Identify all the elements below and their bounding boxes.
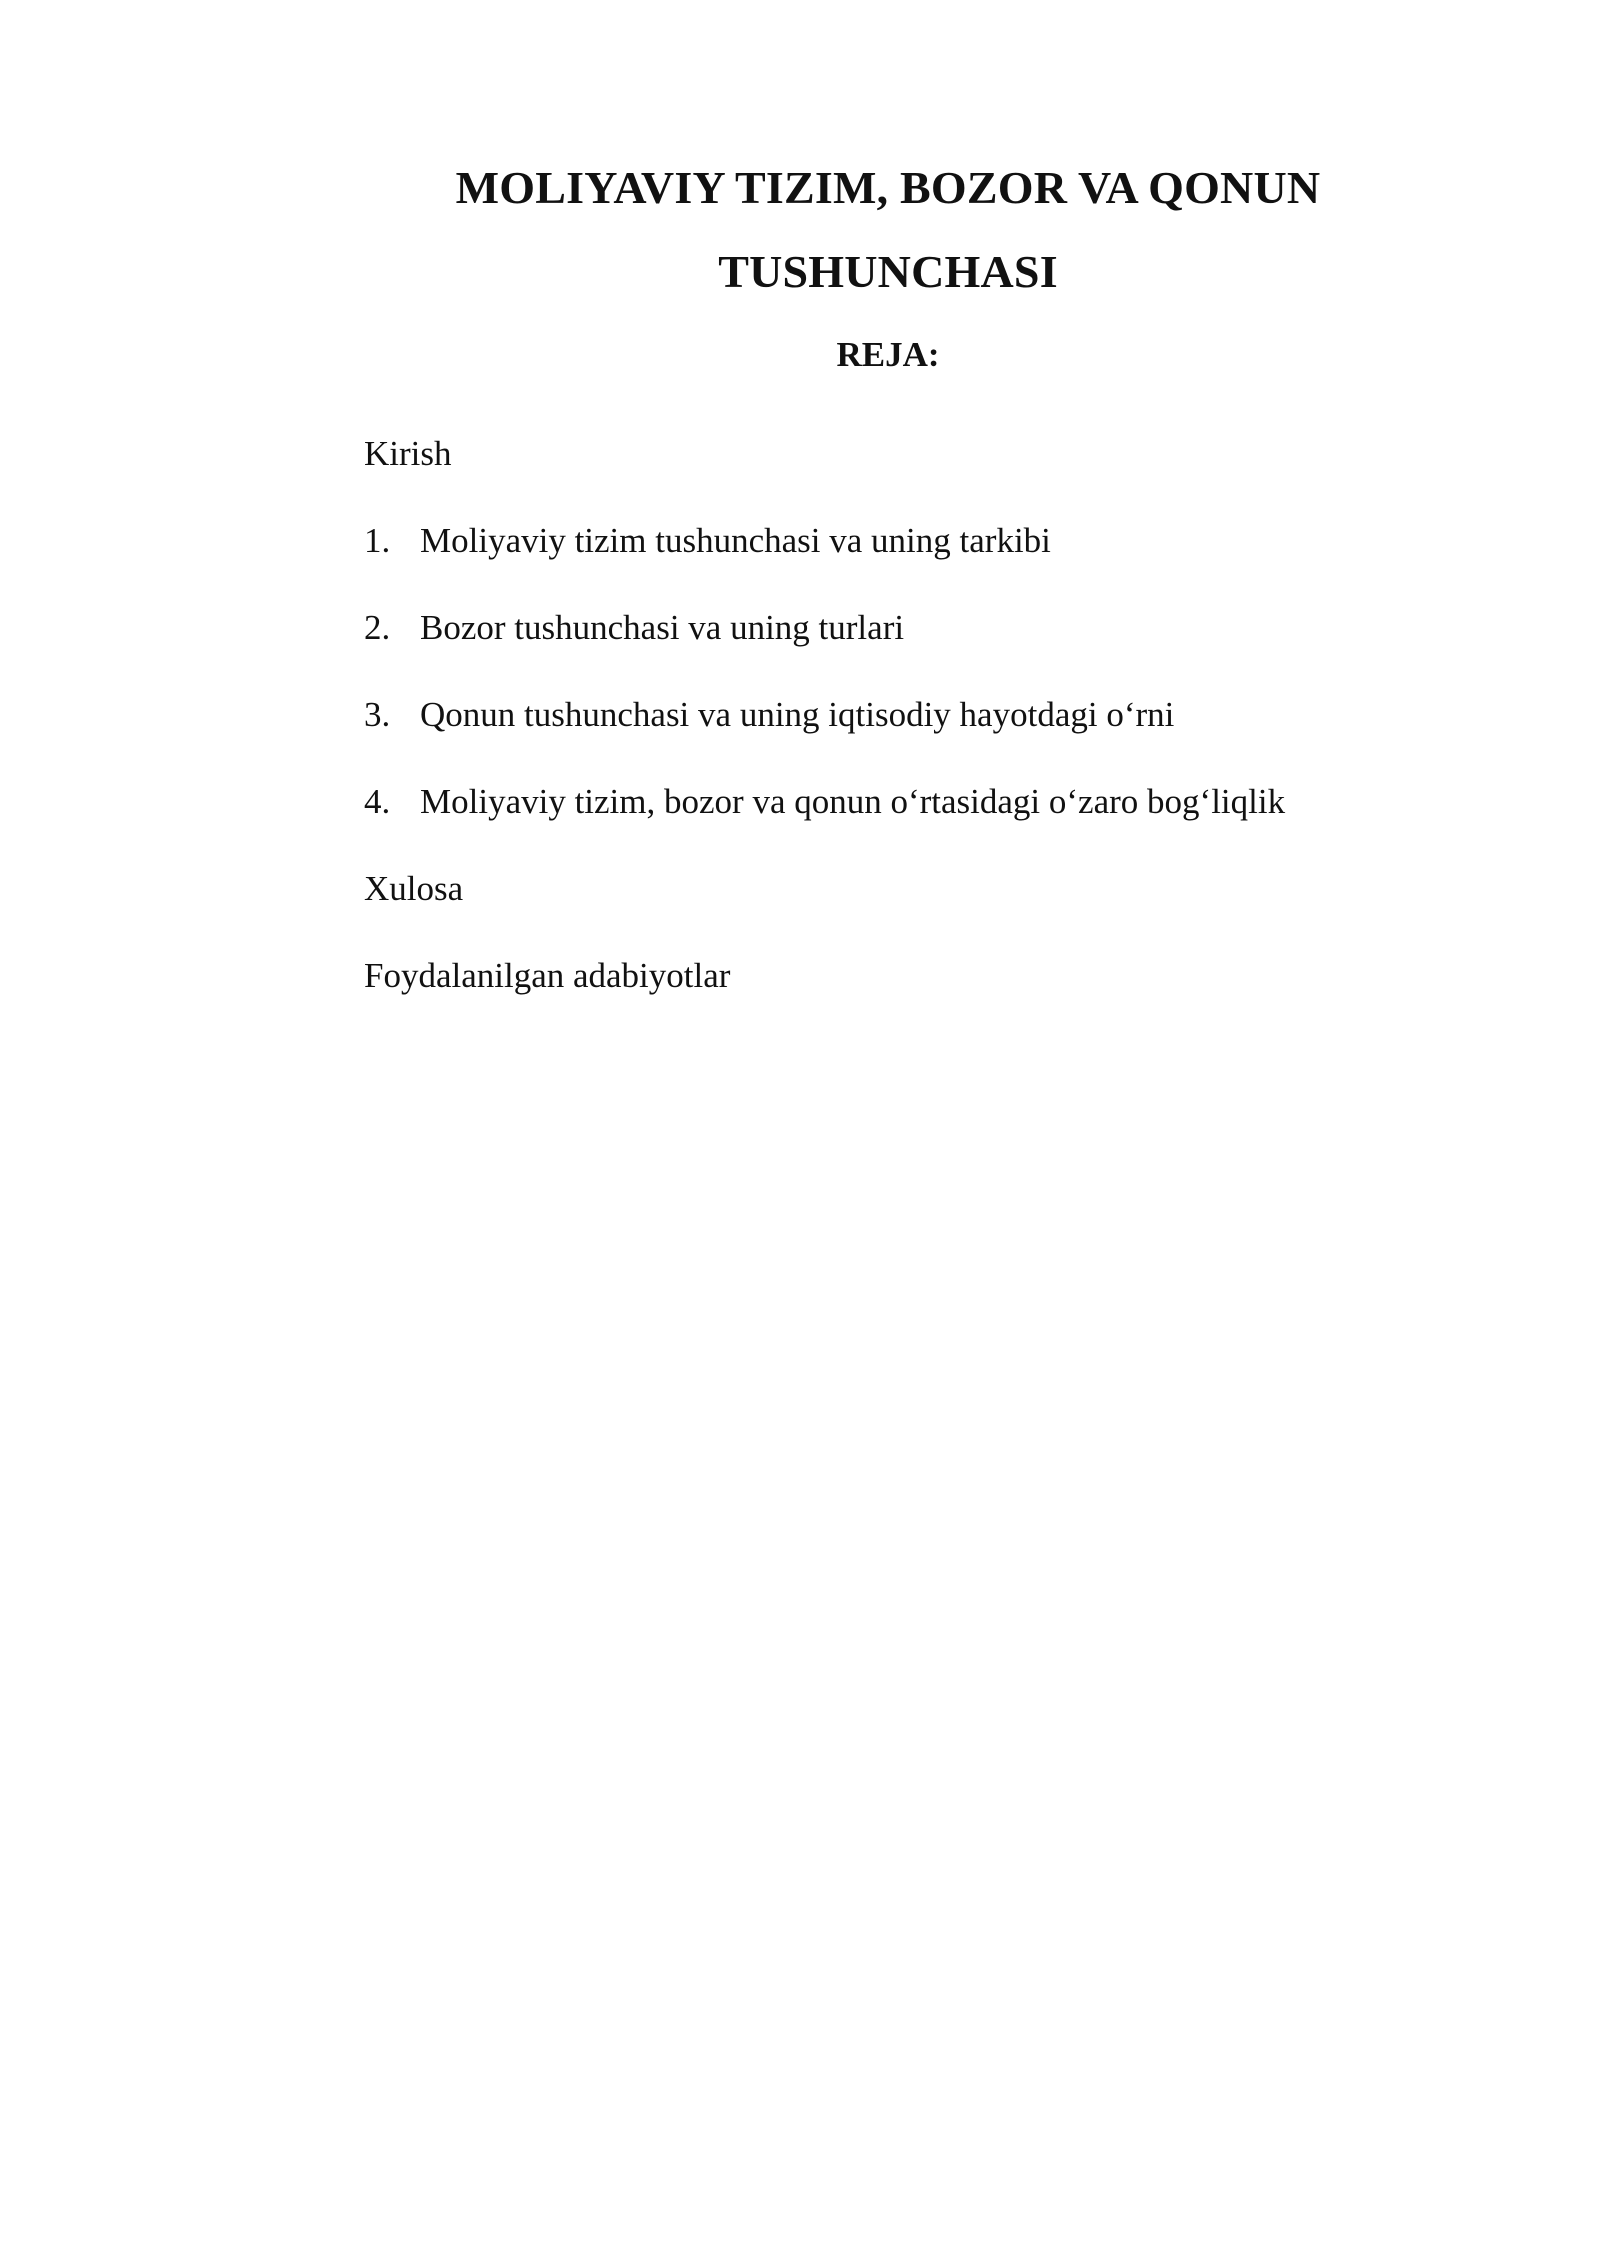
title-line-1: MOLIYAVIY TIZIM, BOZOR VA QONUN xyxy=(455,162,1321,213)
plan-item-references xyxy=(364,932,1412,1019)
document-title xyxy=(364,146,1412,314)
plan-heading: REJA: xyxy=(836,335,940,374)
plan-item-text: Foydalanilgan adabiyotlar xyxy=(364,956,731,995)
plan-item-number: 2. xyxy=(364,608,391,647)
plan-item-text: Moliyaviy tizim, bozor va qonun o‘rtasidagi o‘zaro bog‘liqlik xyxy=(420,782,1286,821)
plan-list xyxy=(364,410,1412,1019)
plan-item-3 xyxy=(364,671,1412,758)
plan-item-intro xyxy=(364,410,1412,497)
plan-item-number: 1. xyxy=(364,521,391,560)
plan-item-2 xyxy=(364,584,1412,671)
plan-item-text: Qonun tushunchasi va uning iqtisodiy hayotdagi o‘rni xyxy=(420,695,1175,734)
plan-item-text: Xulosa xyxy=(364,869,464,908)
title-line-2: TUSHUNCHASI xyxy=(718,246,1058,297)
plan-item-text: Kirish xyxy=(364,434,452,473)
plan-item-text: Moliyaviy tizim tushunchasi va uning tarkibi xyxy=(420,521,1051,560)
plan-item-4 xyxy=(364,758,1412,845)
plan-item-number: 4. xyxy=(364,782,391,821)
plan-item-1 xyxy=(364,497,1412,584)
plan-item-number: 3. xyxy=(364,695,391,734)
plan-item-text: Bozor tushunchasi va uning turlari xyxy=(420,608,905,647)
plan-item-conclusion xyxy=(364,845,1412,932)
document-content xyxy=(364,146,1412,1019)
